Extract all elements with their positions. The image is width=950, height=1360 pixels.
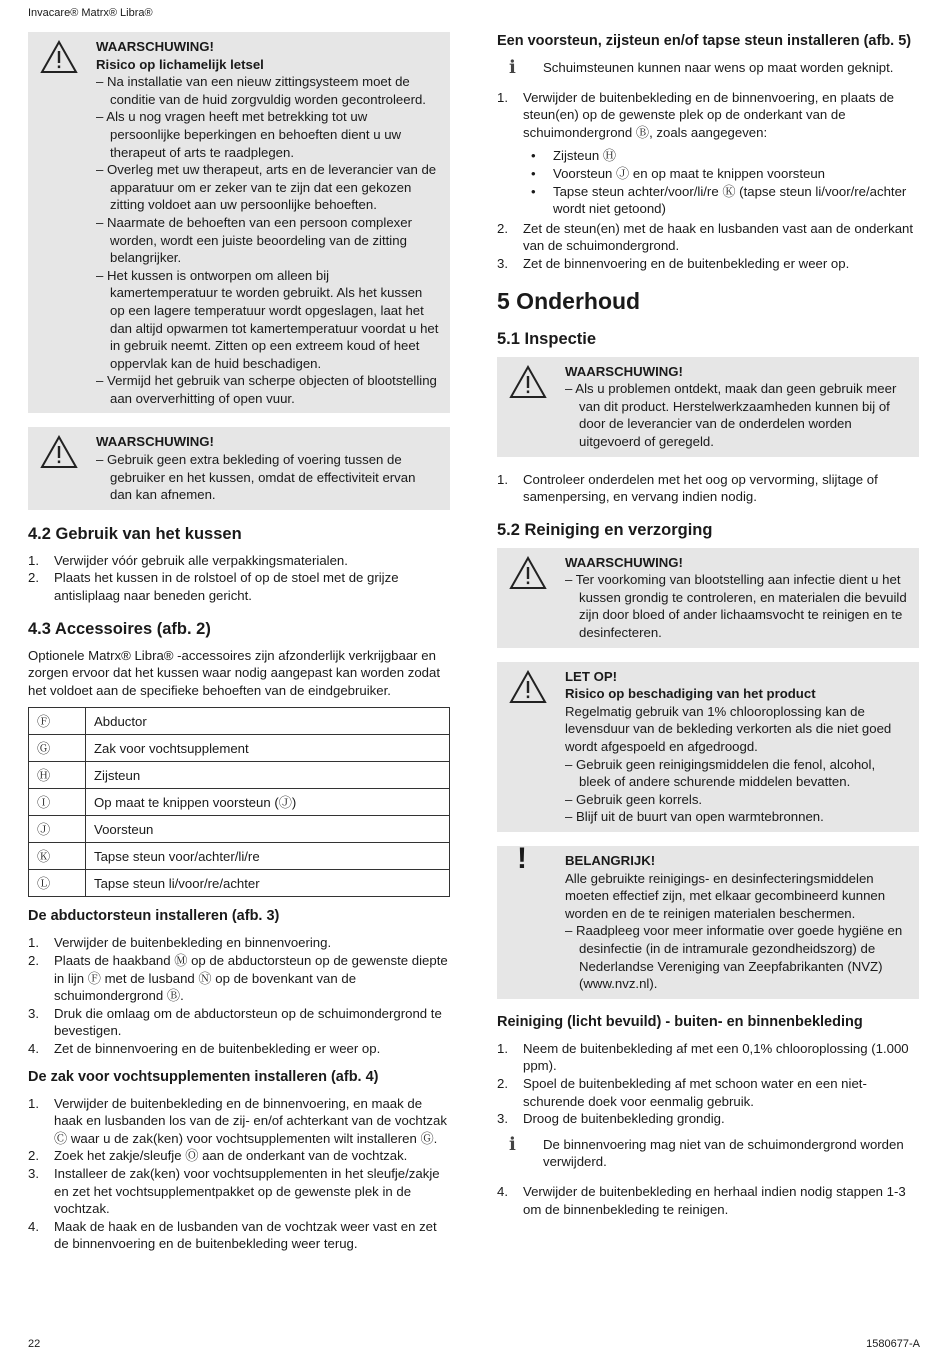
caution-subtitle: Risico op beschadiging van het product	[565, 686, 816, 702]
accessories-intro: Optionele Matrx® Libra® -accessoires zijn afzonderlijk verkrijgbaar en zorgen ervoor dat het kussen waar nodig aangepast kan worden zodat het voldoet aan de specifieke behoeften van de eindgebruiker.	[28, 647, 441, 698]
warning-item: – Naarmate de behoeften van een persoon complexer worden, wordt een juiste beoordeling van de zitting belangrijker.	[96, 214, 412, 266]
warning-item: – Het kussen is ontworpen om alleen bij kamertemperatuur te worden gebruikt. Als het kussen op een lagere temperatuur wordt opgeslagen, laat het dan altijd opwarmen tot kamertemperatuur voordat u het in gebruik neemt. Zitten op een extreem koud of heet oppervlak kan de huid beschadigen.	[96, 267, 439, 371]
section-title-5-2: 5.2 Reiniging en verzorging	[497, 520, 713, 539]
list-item: 1. Verwijder de buitenbekleding en de binnenvoering, en maak de haak en lusbanden los van de zij- en/of achterkant van de vochtzak Ⓒ waar u de zak(ken) voor vochtsupplementen wilt installeren Ⓖ.	[28, 1095, 447, 1146]
steps-list-supports	[497, 89, 919, 273]
warning-box-infection	[497, 548, 919, 648]
warning-subtitle: Risico op lichamelijk letsel	[96, 56, 264, 72]
bullet-list	[523, 147, 919, 217]
warning-item: – Ter voorkoming van blootstelling aan infectie dient u het kussen grondig te controleren, en materialen die bevuild zijn door bloed of ander lichaamsvocht te reinigen en te desinfecteren.	[565, 572, 907, 641]
steps-list-cleaning-cont	[497, 1183, 919, 1218]
warning-triangle-icon	[509, 670, 547, 704]
warning-item: – Overleg met uw therapeut, arts en de leverancier van de apparatuur om er zeker van te zijn dat een gekozen zitting voldoet aan uw persoonlijke behoeften.	[96, 162, 437, 213]
steps-list-4-2	[28, 552, 450, 605]
caution-box	[497, 662, 919, 832]
page-number: 22	[28, 1338, 41, 1350]
warning-triangle-icon	[40, 435, 78, 469]
list-item: 1. Verwijder de buitenbekleding en de binnenvoering, en plaats de steun(en) op de gewenste plek op de onderkant van de schuimondergrond Ⓑ, zoals aangegeven: • Zijsteun Ⓗ • Voorsteun Ⓙ en op maat te knippen voorsteun • Tapse steun achter/voor/li/re Ⓚ (tapse steun li/voor/re/achter wordt niet getoond)	[497, 89, 919, 218]
list-item: 2. Zoek het zakje/sleufje Ⓞ aan de onderkant van de vochtzak.	[28, 1148, 408, 1164]
steps-list-cleaning	[497, 1040, 919, 1128]
warning-item: – Gebruik geen extra bekleding of voering tussen de gebruiker en het kussen, omdat de effectiviteit ervan dan kan afnemen.	[96, 452, 416, 503]
table-row: Ⓚ Tapse steun voor/achter/li/re	[29, 843, 450, 870]
warning-triangle-icon	[509, 556, 547, 590]
caution-title: LET OP!	[565, 668, 618, 684]
chapter-title-5: 5 Onderhoud	[497, 287, 641, 314]
caution-item: – Gebruik geen korrels.	[565, 791, 703, 807]
warning-title: WAARSCHUWING!	[565, 554, 683, 570]
warning-title: WAARSCHUWING!	[565, 363, 683, 379]
list-item: 1. Verwijder de buitenbekleding en binnenvoering.	[28, 935, 332, 951]
table-row: Ⓛ Tapse steun li/voor/re/achter	[29, 870, 450, 897]
list-item: 1. Verwijder vóór gebruik alle verpakkingsmaterialen.	[28, 552, 348, 568]
warning-triangle-icon	[40, 40, 78, 74]
steps-list-fluid-bag	[28, 1095, 450, 1253]
subsection-title-cleaning: Reiniging (licht bevuild) - buiten- en binnenbekleding	[497, 1013, 863, 1030]
important-box	[497, 842, 919, 999]
important-text: Alle gebruikte reinigings- en desinfecteringsmiddelen moeten effectief zijn, met elkaar gecombineerd kunnen worden en de te reinigen materialen beschermen.	[565, 870, 886, 921]
list-item: 1. Controleer onderdelen met het oog op vervorming, slijtage of samenpersing, en vervang indien nodig.	[497, 471, 878, 505]
info-icon: ℹ	[509, 57, 516, 78]
table-row: Ⓙ Voorsteun	[29, 816, 450, 843]
left-column	[28, 32, 450, 1261]
warning-box-cover	[28, 427, 450, 509]
section-title-4-3: 4.3 Accessoires (afb. 2)	[28, 619, 211, 638]
table-row: Ⓖ Zak voor vochtsupplement	[29, 735, 450, 762]
document-code: 1580677-A	[866, 1338, 920, 1350]
exclamation-icon: !	[517, 842, 527, 875]
tip-note: ℹ Schuimsteunen kunnen naar wens op maat worden geknipt.	[509, 57, 894, 78]
section-title-4-2: 4.2 Gebruik van het kussen	[28, 524, 242, 543]
list-item: 3. Droog de buitenbekleding grondig.	[497, 1111, 725, 1127]
list-item: 4. Zet de binnenvoering en de buitenbekleding er weer op.	[28, 1040, 381, 1056]
steps-list-inspection	[497, 471, 919, 506]
info-icon: ℹ	[509, 1133, 516, 1155]
warning-title: WAARSCHUWING!	[96, 39, 214, 54]
subsection-title-supports: Een voorsteun, zijsteun en/of tapse steun installeren (afb. 5)	[497, 33, 912, 49]
caution-text: Regelmatig gebruik van 1% chlooroplossing kan de levensduur van de bekleding verkorten als die niet goed wordt afgespoeld en afgedroogd.	[565, 703, 892, 755]
list-item: 2. Zet de steun(en) met de haak en lusbanden vast aan de onderkant van de schuimondergrond.	[497, 220, 914, 254]
list-item: 3. Installeer de zak(ken) voor vochtsupplementen in het sleufje/zakje en zet het vochtsupplementpakket op de gewenste plek in de vochtzak.	[28, 1165, 440, 1217]
list-item: 3. Druk die omlaag om de abductorsteun op de schuimondergrond te bevestigen.	[28, 1005, 442, 1039]
list-item: 2. Spoel de buitenbekleding af met schoon water en een niet-schurende doek voor eenmalig gebruik.	[497, 1075, 867, 1109]
list-item: 2. Plaats het kussen in de rolstoel of op de stoel met de grijze antisliplaag naar beneden gericht.	[28, 570, 399, 604]
warning-item: – Vermijd het gebruik van scherpe objecten of blootstelling aan oververhitting of open vuur.	[96, 373, 437, 406]
warning-box-inspection	[497, 357, 919, 457]
section-title-5-1: 5.1 Inspectie	[497, 329, 597, 348]
page-header: Invacare® Matrx® Libra®	[28, 7, 153, 19]
table-row: Ⓗ Zijsteun	[29, 762, 450, 789]
important-item: – Raadpleeg voor meer informatie over goede hygiëne en desinfectie (in de intramurale gezondheidszorg) de Nederlandse Vereniging van Zeepfabrikanten (NVZ) (www.nvz.nl).	[565, 923, 903, 992]
accessories-table	[28, 707, 450, 897]
caution-item: – Gebruik geen reinigingsmiddelen die fenol, alcohol, bleek of andere schurende middelen bevatten.	[565, 756, 876, 790]
list-item: 1. Neem de buitenbekleding af met een 0,1% chlooroplossing (1.000 ppm).	[497, 1040, 909, 1074]
bullet-item: • Tapse steun achter/voor/li/re Ⓚ (tapse steun li/voor/re/achter wordt niet getoond)	[523, 183, 919, 218]
subsection-title-abductor: De abductorsteun installeren (afb. 3)	[28, 908, 280, 925]
warning-item: – Als u nog vragen heeft met betrekking tot uw persoonlijke beperkingen en behoeften dient u uw therapeut of arts te raadplegen.	[96, 109, 402, 160]
steps-list-abductor	[28, 934, 450, 1057]
important-title: BELANGRIJK!	[565, 853, 656, 868]
list-item: 3. Zet de binnenvoering en de buitenbekleding er weer op.	[497, 255, 850, 271]
subsection-title-fluid-bag: De zak voor vochtsupplementen installeren (afb. 4)	[28, 1068, 379, 1085]
warning-triangle-icon	[509, 365, 547, 399]
tip-note: ℹ De binnenvoering mag niet van de schuimondergrond worden verwijderd.	[509, 1133, 904, 1170]
warning-item: – Als u problemen ontdekt, maak dan geen gebruik meer van dit product. Herstelwerkzaamheden kunnen bij of door de leverancier van de onderdelen worden uitgevoerd of geregeld.	[565, 381, 897, 449]
warning-title: WAARSCHUWING!	[96, 434, 214, 450]
caution-item: – Blijf uit de buurt van open warmtebronnen.	[565, 809, 824, 825]
right-column	[497, 32, 919, 1226]
warning-item: – Na installatie van een nieuw zittingsysteem moet de conditie van de huid zorgvuldig worden gecontroleerd.	[96, 74, 426, 107]
list-item: 4. Verwijder de buitenbekleding en herhaal indien nodig stappen 1-3 om de binnenbekleding te reinigen.	[497, 1183, 906, 1217]
bullet-item: • Voorsteun Ⓙ en op maat te knippen voorsteun	[523, 165, 919, 183]
list-item: 4. Maak de haak en de lusbanden van de vochtzak weer vast en zet de binnenvoering en de buitenbekleding weer terug.	[28, 1218, 437, 1252]
table-row: Ⓘ Op maat te knippen voorsteun (Ⓙ)	[29, 789, 450, 816]
table-row: Ⓕ Abductor	[29, 708, 450, 735]
bullet-item: • Zijsteun Ⓗ	[523, 147, 919, 165]
list-item: 2. Plaats de haakband Ⓜ op de abductorsteun op de gewenste diepte in lijn Ⓕ met de lusband Ⓝ op de bovenkant van de schuimondergrond Ⓑ.	[28, 953, 448, 1004]
warning-box-injury	[28, 32, 450, 413]
